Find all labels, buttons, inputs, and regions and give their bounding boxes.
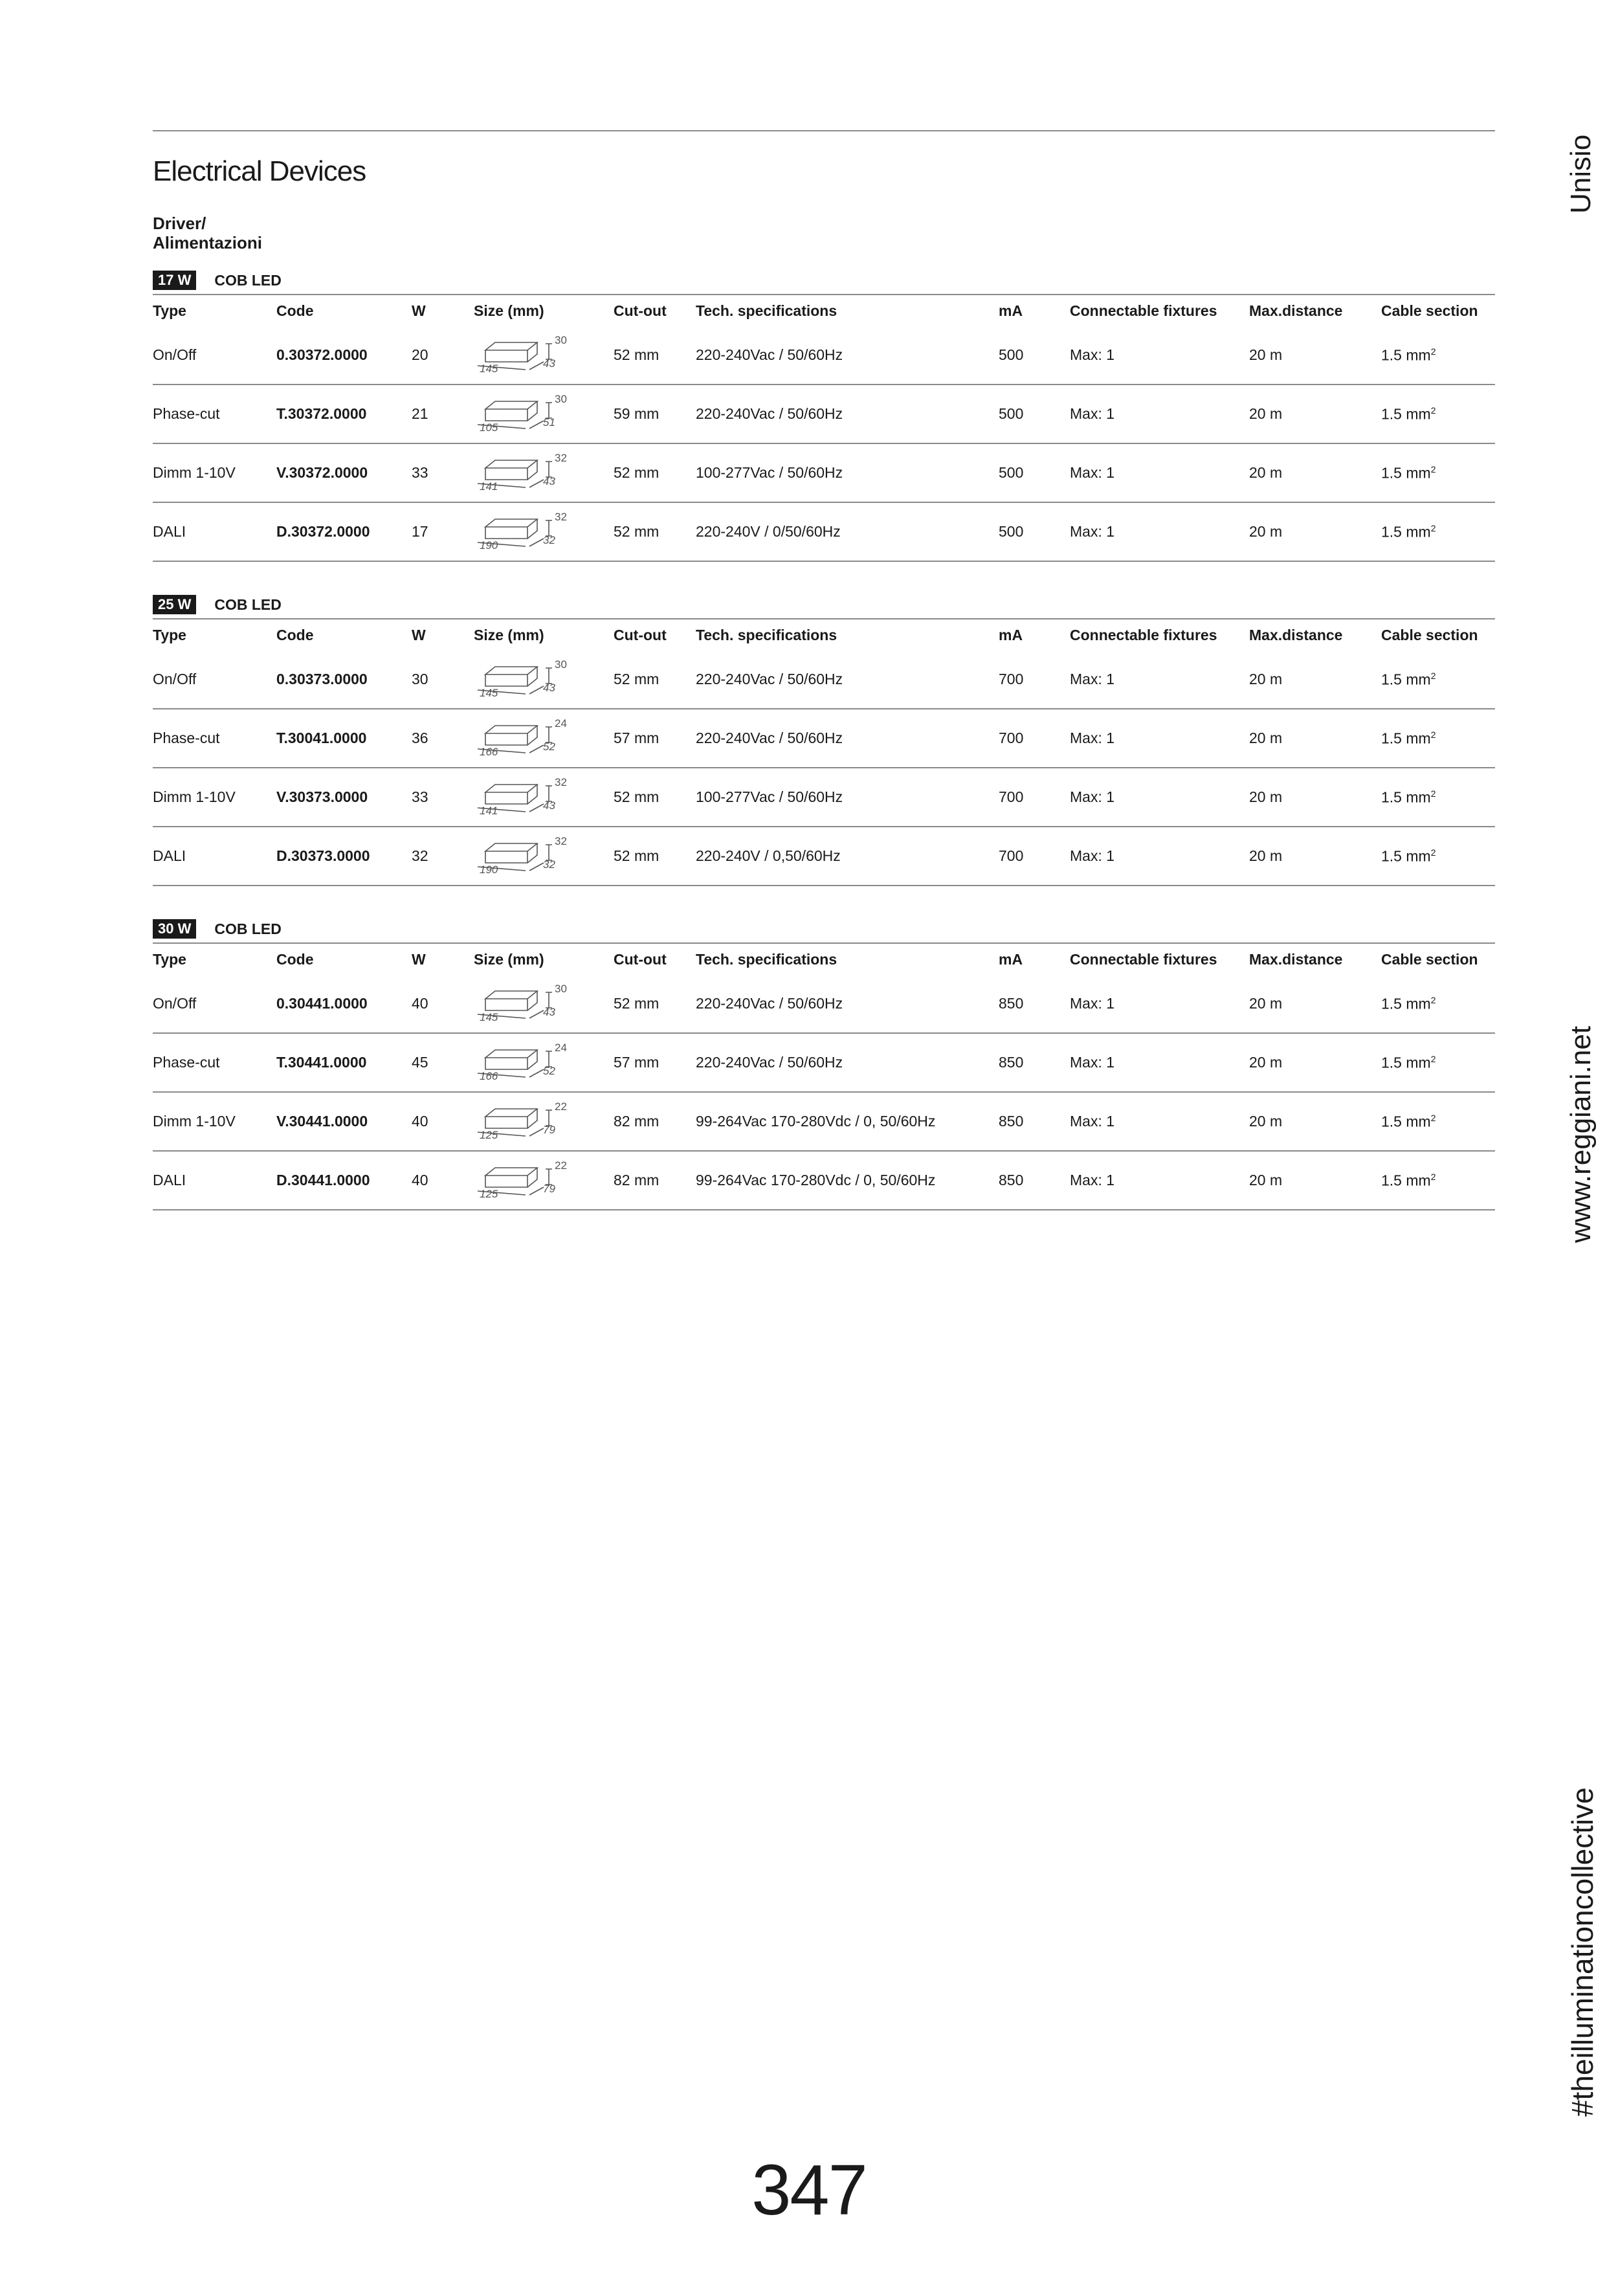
driver-section (153, 919, 1495, 1210)
col-type: On/Off (153, 975, 276, 1033)
size-length: 145 (480, 687, 498, 699)
col-cable (1381, 1092, 1495, 1151)
size-depth: 32 (543, 534, 555, 546)
size-length: 125 (480, 1188, 498, 1200)
col-tech-spec: 220-240Vac / 50/60Hz (696, 975, 999, 1033)
size-height: 30 (555, 658, 567, 671)
size-depth: 79 (543, 1183, 555, 1195)
col-code: 0.30441.0000 (276, 975, 412, 1033)
table-row (153, 709, 1495, 768)
col-distance: 20 m (1249, 326, 1381, 385)
col-size (474, 1033, 614, 1092)
column-header-size: Size (mm) (474, 626, 544, 643)
size-depth: 52 (543, 741, 555, 753)
top-divider (153, 130, 1495, 131)
column-header-cutout: Cut-out (614, 950, 667, 968)
col-fixtures: Max: 1 (1070, 1033, 1249, 1092)
col-fixtures: Max: 1 (1070, 975, 1249, 1033)
col-tech-spec: 220-240Vac / 50/60Hz (696, 1033, 999, 1092)
col-cable (1381, 768, 1495, 827)
col-ma: 700 (999, 651, 1070, 709)
col-distance: 20 m (1249, 385, 1381, 443)
col-code: T.30372.0000 (276, 385, 412, 443)
size-length: 145 (480, 1011, 498, 1023)
col-distance: 20 m (1249, 443, 1381, 502)
table-row (153, 651, 1495, 709)
size-depth: 32 (543, 858, 555, 871)
cable-unit-exponent: 2 (1430, 788, 1436, 799)
section-header (153, 595, 1495, 614)
col-code: V.30372.0000 (276, 443, 412, 502)
size-depth: 79 (543, 1124, 555, 1136)
table-row (153, 502, 1495, 561)
col-code: D.30372.0000 (276, 502, 412, 561)
col-watt: 33 (412, 768, 474, 827)
page-number: 347 (751, 2150, 867, 2230)
col-fixtures: Max: 1 (1070, 709, 1249, 768)
size-height: 30 (555, 983, 567, 995)
column-header-type: Type (153, 950, 186, 968)
col-type: On/Off (153, 326, 276, 385)
side-website-url: www.reggiani.net (1565, 1025, 1597, 1243)
size-height: 32 (555, 452, 567, 464)
size-height: 32 (555, 835, 567, 847)
col-distance: 20 m (1249, 975, 1381, 1033)
column-header-tech-spec: Tech. specifications (696, 950, 837, 968)
size-length: 141 (480, 805, 498, 817)
col-type: Dimm 1-10V (153, 768, 276, 827)
size-depth: 43 (543, 682, 555, 694)
col-fixtures: Max: 1 (1070, 326, 1249, 385)
cable-unit-exponent: 2 (1430, 847, 1436, 858)
size-height: 22 (555, 1100, 567, 1113)
column-header-watt: W (412, 302, 426, 319)
table-row (153, 975, 1495, 1033)
cable-value: 1.5 mm (1381, 1054, 1431, 1071)
column-header-type: Type (153, 626, 186, 643)
col-size (474, 768, 614, 827)
size-height: 24 (555, 717, 567, 730)
col-size (474, 827, 614, 886)
size-depth: 52 (543, 1065, 555, 1077)
size-depth: 43 (543, 475, 555, 487)
col-cutout: 52 mm (614, 326, 696, 385)
table-row (153, 326, 1495, 385)
col-cutout: 59 mm (614, 385, 696, 443)
col-ma: 850 (999, 1151, 1070, 1210)
col-ma: 700 (999, 709, 1070, 768)
cable-value: 1.5 mm (1381, 730, 1431, 747)
section-header (153, 271, 1495, 290)
col-size (474, 1151, 614, 1210)
col-type: Phase-cut (153, 1033, 276, 1092)
col-ma: 500 (999, 502, 1070, 561)
column-header-tech-spec: Tech. specifications (696, 302, 837, 319)
col-cutout: 57 mm (614, 709, 696, 768)
size-length: 105 (480, 421, 498, 434)
driver-section (153, 595, 1495, 886)
col-ma: 500 (999, 326, 1070, 385)
col-tech-spec: 99-264Vac 170-280Vdc / 0, 50/60Hz (696, 1092, 999, 1151)
section-header (153, 919, 1495, 939)
col-size (474, 651, 614, 709)
col-cutout: 52 mm (614, 651, 696, 709)
section-label: COB LED (214, 596, 282, 613)
col-tech-spec: 220-240Vac / 50/60Hz (696, 651, 999, 709)
col-distance: 20 m (1249, 651, 1381, 709)
table-header-row (153, 944, 1495, 975)
col-watt: 40 (412, 1092, 474, 1151)
col-fixtures: Max: 1 (1070, 651, 1249, 709)
col-tech-spec: 220-240Vac / 50/60Hz (696, 326, 999, 385)
col-ma: 850 (999, 1033, 1070, 1092)
table-row (153, 443, 1495, 502)
section-label: COB LED (214, 271, 282, 289)
col-fixtures: Max: 1 (1070, 1151, 1249, 1210)
col-size (474, 975, 614, 1033)
col-distance: 20 m (1249, 827, 1381, 886)
table-row (153, 385, 1495, 443)
col-type: DALI (153, 502, 276, 561)
col-watt: 17 (412, 502, 474, 561)
col-code: V.30441.0000 (276, 1092, 412, 1151)
col-watt: 30 (412, 651, 474, 709)
column-header-cutout: Cut-out (614, 302, 667, 319)
col-type: Phase-cut (153, 385, 276, 443)
cable-value: 1.5 mm (1381, 405, 1431, 423)
col-code: T.30441.0000 (276, 1033, 412, 1092)
col-ma: 500 (999, 443, 1070, 502)
side-brand-label: Unisio (1565, 134, 1597, 214)
col-code: D.30441.0000 (276, 1151, 412, 1210)
wattage-badge: 17 W (153, 271, 196, 290)
cable-value: 1.5 mm (1381, 523, 1431, 541)
column-header-cable: Cable section (1381, 302, 1478, 319)
col-cable (1381, 827, 1495, 886)
table-row (153, 827, 1495, 886)
col-size (474, 1092, 614, 1151)
column-header-watt: W (412, 626, 426, 643)
col-cable (1381, 709, 1495, 768)
col-distance: 20 m (1249, 768, 1381, 827)
col-tech-spec: 220-240V / 0,50/60Hz (696, 827, 999, 886)
col-cutout: 52 mm (614, 502, 696, 561)
size-height: 22 (555, 1159, 567, 1172)
size-depth: 51 (543, 416, 555, 429)
column-header-distance: Max.distance (1249, 950, 1343, 968)
col-distance: 20 m (1249, 1151, 1381, 1210)
driver-table (153, 619, 1495, 886)
table-header-row (153, 295, 1495, 326)
size-length: 125 (480, 1129, 498, 1141)
table-row (153, 1033, 1495, 1092)
size-length: 190 (480, 539, 498, 552)
cable-unit-exponent: 2 (1430, 670, 1436, 681)
col-cable (1381, 1151, 1495, 1210)
cable-unit-exponent: 2 (1430, 1112, 1436, 1123)
col-code: 0.30373.0000 (276, 651, 412, 709)
size-length: 166 (480, 746, 498, 758)
cable-unit-exponent: 2 (1430, 463, 1436, 474)
column-header-ma: mA (999, 626, 1023, 643)
subtitle-line: Alimentazioni (153, 233, 263, 252)
cable-value: 1.5 mm (1381, 1172, 1431, 1189)
cable-value: 1.5 mm (1381, 788, 1431, 806)
col-size (474, 709, 614, 768)
column-header-code: Code (276, 950, 314, 968)
section-label: COB LED (214, 920, 282, 937)
col-code: 0.30372.0000 (276, 326, 412, 385)
cable-value: 1.5 mm (1381, 995, 1431, 1012)
col-tech-spec: 99-264Vac 170-280Vdc / 0, 50/60Hz (696, 1151, 999, 1210)
size-length: 141 (480, 480, 498, 493)
col-tech-spec: 100-277Vac / 50/60Hz (696, 768, 999, 827)
size-height: 32 (555, 776, 567, 788)
size-height: 30 (555, 393, 567, 405)
column-header-code: Code (276, 302, 314, 319)
col-cutout: 52 mm (614, 768, 696, 827)
col-watt: 32 (412, 827, 474, 886)
column-header-cable: Cable section (1381, 950, 1478, 968)
cable-value: 1.5 mm (1381, 464, 1431, 482)
col-cable (1381, 975, 1495, 1033)
col-fixtures: Max: 1 (1070, 768, 1249, 827)
col-cutout: 52 mm (614, 975, 696, 1033)
col-cutout: 52 mm (614, 443, 696, 502)
column-header-watt: W (412, 950, 426, 968)
column-header-cutout: Cut-out (614, 626, 667, 643)
cable-value: 1.5 mm (1381, 847, 1431, 865)
col-size (474, 385, 614, 443)
col-watt: 40 (412, 1151, 474, 1210)
table-row (153, 768, 1495, 827)
column-header-code: Code (276, 626, 314, 643)
col-watt: 40 (412, 975, 474, 1033)
page-title: Electrical Devices (153, 155, 366, 187)
column-header-ma: mA (999, 950, 1023, 968)
size-length: 166 (480, 1070, 498, 1082)
size-depth: 43 (543, 799, 555, 812)
table-header-row (153, 619, 1495, 651)
col-cable (1381, 326, 1495, 385)
column-header-type: Type (153, 302, 186, 319)
column-header-fixtures: Connectable fixtures (1070, 626, 1217, 643)
cable-value: 1.5 mm (1381, 1113, 1431, 1130)
col-distance: 20 m (1249, 1092, 1381, 1151)
col-fixtures: Max: 1 (1070, 502, 1249, 561)
col-fixtures: Max: 1 (1070, 385, 1249, 443)
col-watt: 45 (412, 1033, 474, 1092)
col-fixtures: Max: 1 (1070, 443, 1249, 502)
size-height: 24 (555, 1042, 567, 1054)
col-code: T.30041.0000 (276, 709, 412, 768)
col-type: On/Off (153, 651, 276, 709)
col-cutout: 82 mm (614, 1151, 696, 1210)
col-watt: 36 (412, 709, 474, 768)
col-type: Phase-cut (153, 709, 276, 768)
column-header-size: Size (mm) (474, 950, 544, 968)
cable-unit-exponent: 2 (1430, 1053, 1436, 1064)
driver-table (153, 944, 1495, 1210)
cable-value: 1.5 mm (1381, 346, 1431, 364)
col-watt: 21 (412, 385, 474, 443)
cable-unit-exponent: 2 (1430, 346, 1436, 357)
cable-value: 1.5 mm (1381, 671, 1431, 688)
table-row (153, 1092, 1495, 1151)
col-size (474, 326, 614, 385)
subtitle-line: Driver/ (153, 214, 206, 233)
col-ma: 700 (999, 768, 1070, 827)
col-ma: 850 (999, 975, 1070, 1033)
cable-unit-exponent: 2 (1430, 522, 1436, 533)
side-hashtag: #theilluminationcollective (1566, 1787, 1599, 2117)
driver-table (153, 295, 1495, 562)
column-header-distance: Max.distance (1249, 302, 1343, 319)
cable-unit-exponent: 2 (1430, 729, 1436, 740)
col-distance: 20 m (1249, 709, 1381, 768)
col-tech-spec: 220-240Vac / 50/60Hz (696, 385, 999, 443)
col-code: V.30373.0000 (276, 768, 412, 827)
size-length: 145 (480, 362, 498, 375)
col-cable (1381, 651, 1495, 709)
wattage-badge: 25 W (153, 595, 196, 614)
col-cable (1381, 502, 1495, 561)
cable-unit-exponent: 2 (1430, 1171, 1436, 1182)
column-header-fixtures: Connectable fixtures (1070, 302, 1217, 319)
driver-section (153, 271, 1495, 562)
col-ma: 850 (999, 1092, 1070, 1151)
col-distance: 20 m (1249, 1033, 1381, 1092)
wattage-badge: 30 W (153, 919, 196, 939)
col-ma: 500 (999, 385, 1070, 443)
column-header-fixtures: Connectable fixtures (1070, 950, 1217, 968)
col-code: D.30373.0000 (276, 827, 412, 886)
size-height: 32 (555, 511, 567, 523)
col-type: Dimm 1-10V (153, 1092, 276, 1151)
col-cutout: 57 mm (614, 1033, 696, 1092)
column-header-ma: mA (999, 302, 1023, 319)
col-watt: 33 (412, 443, 474, 502)
col-fixtures: Max: 1 (1070, 827, 1249, 886)
col-size (474, 443, 614, 502)
size-depth: 43 (543, 357, 555, 370)
col-cutout: 82 mm (614, 1092, 696, 1151)
size-depth: 43 (543, 1006, 555, 1018)
size-height: 30 (555, 334, 567, 346)
cable-unit-exponent: 2 (1430, 405, 1436, 416)
col-cutout: 52 mm (614, 827, 696, 886)
col-type: Dimm 1-10V (153, 443, 276, 502)
col-size (474, 502, 614, 561)
col-tech-spec: 220-240Vac / 50/60Hz (696, 709, 999, 768)
col-cable (1381, 385, 1495, 443)
size-length: 190 (480, 864, 498, 876)
col-type: DALI (153, 1151, 276, 1210)
col-fixtures: Max: 1 (1070, 1092, 1249, 1151)
col-ma: 700 (999, 827, 1070, 886)
column-header-tech-spec: Tech. specifications (696, 626, 837, 643)
column-header-size: Size (mm) (474, 302, 544, 319)
col-type: DALI (153, 827, 276, 886)
column-header-distance: Max.distance (1249, 626, 1343, 643)
page-subtitle (153, 214, 262, 252)
col-cable (1381, 443, 1495, 502)
col-cable (1381, 1033, 1495, 1092)
col-distance: 20 m (1249, 502, 1381, 561)
col-tech-spec: 100-277Vac / 50/60Hz (696, 443, 999, 502)
cable-unit-exponent: 2 (1430, 994, 1436, 1005)
table-row (153, 1151, 1495, 1210)
column-header-cable: Cable section (1381, 626, 1478, 643)
col-tech-spec: 220-240V / 0/50/60Hz (696, 502, 999, 561)
col-watt: 20 (412, 326, 474, 385)
